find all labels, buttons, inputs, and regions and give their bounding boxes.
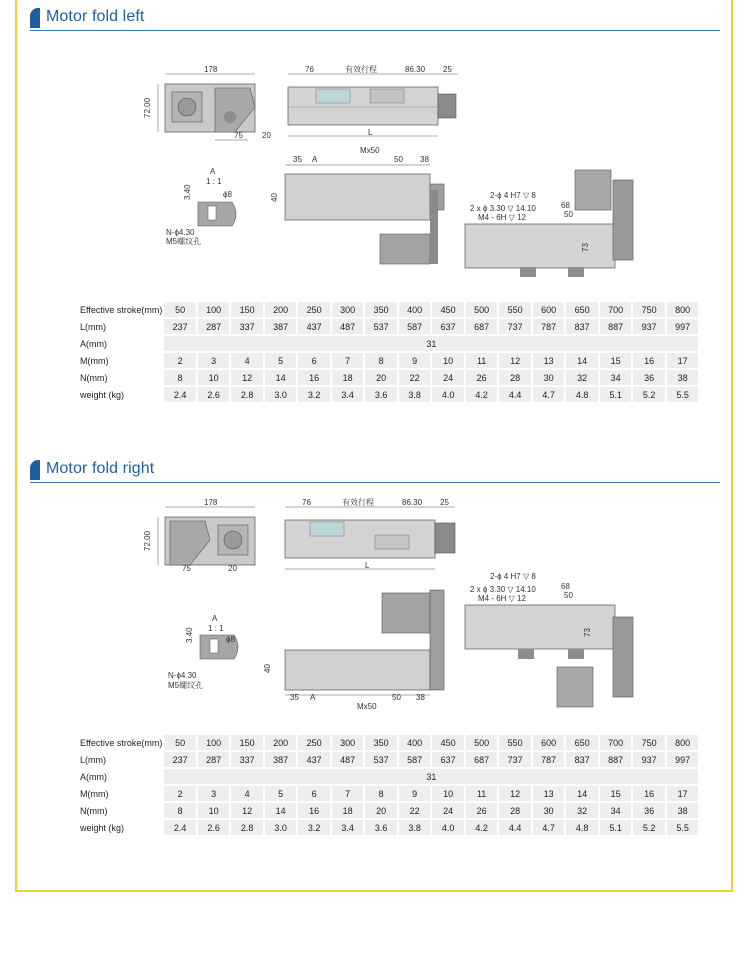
table-cell: 4.7: [533, 820, 565, 835]
dim-plan-A: A: [310, 693, 316, 702]
row-a: [78, 336, 698, 351]
table-cell: 32: [566, 370, 598, 385]
table-cell: 4.8: [566, 820, 598, 835]
table-cell: 100: [198, 735, 230, 750]
table-cell: 31: [164, 769, 698, 784]
dim-plan-40: 40: [270, 193, 279, 202]
row-label: N(mm): [78, 803, 162, 818]
table-cell: 350: [365, 302, 397, 317]
drawing-svg: [120, 62, 650, 272]
table-cell: 650: [566, 302, 598, 317]
table-cell: 18: [332, 370, 364, 385]
dim-end-68: 68: [561, 201, 570, 210]
table-cell: 14: [265, 803, 297, 818]
row-length: [78, 319, 698, 334]
dim-top-75: 75: [182, 564, 191, 573]
table-cell: 36: [633, 803, 665, 818]
table-cell: 3.8: [399, 820, 431, 835]
table-cell: 2.4: [164, 387, 196, 402]
technical-drawing-fold-left: [120, 62, 650, 272]
table-cell: 587: [399, 319, 431, 334]
spec-table-fold-left: [76, 300, 700, 404]
table-cell: 14: [566, 353, 598, 368]
table-cell: 800: [667, 735, 699, 750]
table-cell: 3.6: [365, 820, 397, 835]
dim-detail-phi8: ϕ8: [226, 635, 235, 644]
table-cell: 5.1: [600, 820, 632, 835]
dim-plan-M: Mx50: [357, 702, 377, 711]
row-a: [78, 769, 698, 784]
dim-plan-50: 50: [392, 693, 401, 702]
table-cell: 3.2: [298, 820, 330, 835]
table-cell: 587: [399, 752, 431, 767]
dim-top-width: 178: [204, 65, 218, 74]
drawing-svg: [120, 495, 650, 711]
section-header-motor-fold-right: [30, 458, 720, 483]
table-cell: 38: [667, 803, 699, 818]
table-cell: 8: [365, 786, 397, 801]
row-label: A(mm): [78, 336, 162, 351]
dim-side-stroke: 有效行程: [345, 65, 377, 74]
table-cell: 300: [332, 302, 364, 317]
row-label: weight (kg): [78, 387, 162, 402]
table-cell: 10: [198, 803, 230, 818]
row-label: M(mm): [78, 353, 162, 368]
table-cell: 2.8: [231, 387, 263, 402]
detail-a-view: [198, 202, 236, 226]
table-cell: 4: [231, 786, 263, 801]
table-cell: 6: [298, 786, 330, 801]
table-cell: 3.6: [365, 387, 397, 402]
row-length: [78, 752, 698, 767]
table-cell: 4.8: [566, 387, 598, 402]
dim-side-8630: 86.30: [402, 498, 423, 507]
table-cell: 2.8: [231, 820, 263, 835]
table-cell: 26: [466, 370, 498, 385]
table-cell: 15: [600, 353, 632, 368]
dim-side-76: 76: [302, 498, 311, 507]
row-m: [78, 786, 698, 801]
table-cell: 8: [164, 370, 196, 385]
end-view-right: [465, 170, 633, 277]
dim-top-width: 178: [204, 498, 218, 507]
dim-end-hole2: 2 x ϕ 3.30 ▽ 14.10: [470, 585, 536, 594]
row-label: A(mm): [78, 769, 162, 784]
dim-detail-n: N-ϕ4.30: [166, 228, 195, 237]
table-cell: 16: [633, 786, 665, 801]
table-cell: 450: [432, 302, 464, 317]
table-cell: 11: [466, 786, 498, 801]
table-cell: 18: [332, 803, 364, 818]
table-cell: 30: [533, 370, 565, 385]
dim-detail-340: 3.40: [185, 627, 194, 643]
table-cell: 237: [164, 752, 196, 767]
table-cell: 12: [231, 803, 263, 818]
table-cell: 14: [566, 786, 598, 801]
table-cell: 50: [164, 735, 196, 750]
table-cell: 550: [499, 735, 531, 750]
table-cell: 30: [533, 803, 565, 818]
table-cell: 8: [365, 353, 397, 368]
table-cell: 500: [466, 302, 498, 317]
dim-end-hole3: M4 - 6H ▽ 12: [478, 594, 526, 603]
dim-plan-38: 38: [420, 155, 429, 164]
table-cell: 250: [298, 735, 330, 750]
dim-top-75: 75: [234, 131, 243, 140]
dim-side-L: L: [368, 128, 373, 137]
table-cell: 20: [365, 370, 397, 385]
table-cell: 787: [533, 319, 565, 334]
dim-side-25: 25: [443, 65, 452, 74]
table-cell: 237: [164, 319, 196, 334]
table-cell: 17: [667, 786, 699, 801]
table-cell: 700: [600, 735, 632, 750]
table-cell: 34: [600, 803, 632, 818]
row-weight: [78, 820, 698, 835]
dim-side-8630: 86.30: [405, 65, 426, 74]
table-cell: 700: [600, 302, 632, 317]
table-cell: 22: [399, 803, 431, 818]
table-cell: 337: [231, 319, 263, 334]
table-cell: 2: [164, 353, 196, 368]
table-cell: 5.2: [633, 387, 665, 402]
table-cell: 13: [533, 353, 565, 368]
table-cell: 650: [566, 735, 598, 750]
dim-end-68: 68: [561, 582, 570, 591]
row-effective-stroke: [78, 735, 698, 750]
dim-end-hole1: 2-ϕ 4 H7 ▽ 8: [490, 572, 536, 581]
dim-detail-n: N-ϕ4.30: [168, 671, 197, 680]
table-cell: 287: [198, 752, 230, 767]
table-cell: 7: [332, 353, 364, 368]
table-cell: 9: [399, 353, 431, 368]
table-cell: 22: [399, 370, 431, 385]
dim-end-hole3: M4 - 6H ▽ 12: [478, 213, 526, 222]
table-cell: 200: [265, 302, 297, 317]
row-weight: [78, 387, 698, 402]
table-cell: 437: [298, 752, 330, 767]
table-cell: 3.4: [332, 387, 364, 402]
table-cell: 487: [332, 319, 364, 334]
table-cell: 937: [633, 319, 665, 334]
table-cell: 8: [164, 803, 196, 818]
dim-detail-scale: 1 : 1: [208, 624, 224, 633]
table-cell: 20: [365, 803, 397, 818]
table-cell: 537: [365, 752, 397, 767]
table-cell: 36: [633, 370, 665, 385]
table-cell: 687: [466, 319, 498, 334]
table-cell: 997: [667, 752, 699, 767]
table-cell: 2.6: [198, 387, 230, 402]
table-cell: 637: [432, 319, 464, 334]
dim-plan-M: Mx50: [360, 146, 380, 155]
dim-top-height: 72.00: [143, 530, 152, 551]
table-cell: 450: [432, 735, 464, 750]
table-cell: 3.4: [332, 820, 364, 835]
dim-side-L: L: [365, 561, 370, 570]
table-cell: 3.8: [399, 387, 431, 402]
table-cell: 600: [533, 302, 565, 317]
table-cell: 12: [231, 370, 263, 385]
table-cell: 10: [198, 370, 230, 385]
table-cell: 400: [399, 735, 431, 750]
table-cell: 3: [198, 786, 230, 801]
dim-top-height: 72.00: [143, 97, 152, 118]
dim-end-73: 73: [583, 628, 592, 637]
row-label: L(mm): [78, 319, 162, 334]
table-cell: 800: [667, 302, 699, 317]
table-cell: 3.0: [265, 387, 297, 402]
table-cell: 737: [499, 752, 531, 767]
table-cell: 2.6: [198, 820, 230, 835]
dim-side-stroke: 有效行程: [342, 498, 374, 507]
table-cell: 50: [164, 302, 196, 317]
table-cell: 12: [499, 353, 531, 368]
dim-top-20: 20: [228, 564, 237, 573]
table-cell: 5: [265, 353, 297, 368]
table-cell: 3.2: [298, 387, 330, 402]
table-cell: 437: [298, 319, 330, 334]
table-cell: 5.5: [667, 820, 699, 835]
dim-plan-50: 50: [394, 155, 403, 164]
dim-plan-38: 38: [416, 693, 425, 702]
table-cell: 750: [633, 735, 665, 750]
table-cell: 4.2: [466, 820, 498, 835]
table-cell: 887: [600, 319, 632, 334]
table-cell: 26: [466, 803, 498, 818]
table-cell: 24: [432, 803, 464, 818]
table-cell: 600: [533, 735, 565, 750]
table-cell: 2.4: [164, 820, 196, 835]
side-view: [285, 507, 455, 569]
table-cell: 28: [499, 803, 531, 818]
table-cell: 2: [164, 786, 196, 801]
dim-detail-m5: M5螺纹孔: [168, 681, 204, 690]
table-cell: 737: [499, 319, 531, 334]
end-view-right: [465, 605, 633, 707]
table-cell: 16: [633, 353, 665, 368]
table-cell: 14: [265, 370, 297, 385]
table-cell: 32: [566, 803, 598, 818]
row-n: [78, 803, 698, 818]
table-cell: 537: [365, 319, 397, 334]
table-cell: 887: [600, 752, 632, 767]
table-cell: 7: [332, 786, 364, 801]
table-cell: 150: [231, 735, 263, 750]
table-cell: 837: [566, 319, 598, 334]
table-cell: 287: [198, 319, 230, 334]
table-cell: 28: [499, 370, 531, 385]
end-view-top: [158, 507, 255, 565]
table-cell: 16: [298, 803, 330, 818]
table-cell: 4.4: [499, 387, 531, 402]
dim-detail-A: A: [212, 614, 218, 623]
table-cell: 500: [466, 735, 498, 750]
table-cell: 4.0: [432, 820, 464, 835]
table-cell: 34: [600, 370, 632, 385]
technical-drawing-fold-right: [120, 495, 650, 711]
dim-end-73: 73: [581, 243, 590, 252]
table-cell: 250: [298, 302, 330, 317]
table-cell: 750: [633, 302, 665, 317]
row-label: Effective stroke(mm): [78, 735, 162, 750]
table-cell: 837: [566, 752, 598, 767]
section-title: Motor fold left: [46, 8, 145, 25]
dim-end-hole2: 2 x ϕ 3.30 ▽ 14.10: [470, 204, 536, 213]
table-cell: 687: [466, 752, 498, 767]
dim-end-50: 50: [564, 591, 573, 600]
table-cell: 387: [265, 752, 297, 767]
dim-end-hole1: 2-ϕ 4 H7 ▽ 8: [490, 191, 536, 200]
side-view: [288, 74, 458, 136]
table-cell: 10: [432, 786, 464, 801]
row-label: L(mm): [78, 752, 162, 767]
row-label: N(mm): [78, 370, 162, 385]
dim-detail-340: 3.40: [183, 184, 192, 200]
row-label: Effective stroke(mm): [78, 302, 162, 317]
dim-side-76: 76: [305, 65, 314, 74]
table-cell: 150: [231, 302, 263, 317]
table-cell: 337: [231, 752, 263, 767]
table-cell: 997: [667, 319, 699, 334]
table-cell: 3.0: [265, 820, 297, 835]
table-cell: 4.7: [533, 387, 565, 402]
table-cell: 3: [198, 353, 230, 368]
table-cell: 38: [667, 370, 699, 385]
dim-plan-40: 40: [263, 664, 272, 673]
table-cell: 550: [499, 302, 531, 317]
table-cell: 6: [298, 353, 330, 368]
table-cell: 4.4: [499, 820, 531, 835]
table-cell: 10: [432, 353, 464, 368]
plan-view: [285, 590, 444, 695]
table-cell: 4.0: [432, 387, 464, 402]
dim-side-25: 25: [440, 498, 449, 507]
row-label: weight (kg): [78, 820, 162, 835]
table-cell: 12: [499, 786, 531, 801]
row-m: [78, 353, 698, 368]
table-cell: 9: [399, 786, 431, 801]
table-cell: 300: [332, 735, 364, 750]
spec-table-fold-right: [76, 733, 700, 837]
dim-detail-A: A: [210, 167, 216, 176]
section-tab-marker: [30, 460, 40, 480]
section-header-motor-fold-left: [30, 6, 720, 31]
table-cell: 487: [332, 752, 364, 767]
table-cell: 15: [600, 786, 632, 801]
dim-plan-A: A: [312, 155, 318, 164]
plan-view: [285, 165, 444, 264]
table-cell: 4.2: [466, 387, 498, 402]
table-cell: 11: [466, 353, 498, 368]
table-cell: 937: [633, 752, 665, 767]
table-cell: 200: [265, 735, 297, 750]
section-tab-marker: [30, 8, 40, 28]
row-n: [78, 370, 698, 385]
table-cell: 400: [399, 302, 431, 317]
row-label: M(mm): [78, 786, 162, 801]
table-cell: 24: [432, 370, 464, 385]
table-cell: 17: [667, 353, 699, 368]
table-cell: 4: [231, 353, 263, 368]
dim-detail-phi8: ϕ8: [223, 190, 232, 199]
dim-detail-scale: 1 : 1: [206, 177, 222, 186]
table-cell: 5: [265, 786, 297, 801]
table-cell: 5.1: [600, 387, 632, 402]
dim-detail-m5: M5螺纹孔: [166, 237, 202, 246]
table-cell: 350: [365, 735, 397, 750]
row-effective-stroke: [78, 302, 698, 317]
table-cell: 100: [198, 302, 230, 317]
table-cell: 31: [164, 336, 698, 351]
dim-plan-35: 35: [293, 155, 302, 164]
dim-end-50: 50: [564, 210, 573, 219]
section-title: Motor fold right: [46, 460, 155, 477]
table-cell: 387: [265, 319, 297, 334]
table-cell: 787: [533, 752, 565, 767]
table-cell: 5.2: [633, 820, 665, 835]
dim-plan-35: 35: [290, 693, 299, 702]
table-cell: 637: [432, 752, 464, 767]
table-cell: 16: [298, 370, 330, 385]
table-cell: 13: [533, 786, 565, 801]
dim-top-20: 20: [262, 131, 271, 140]
table-cell: 5.5: [667, 387, 699, 402]
